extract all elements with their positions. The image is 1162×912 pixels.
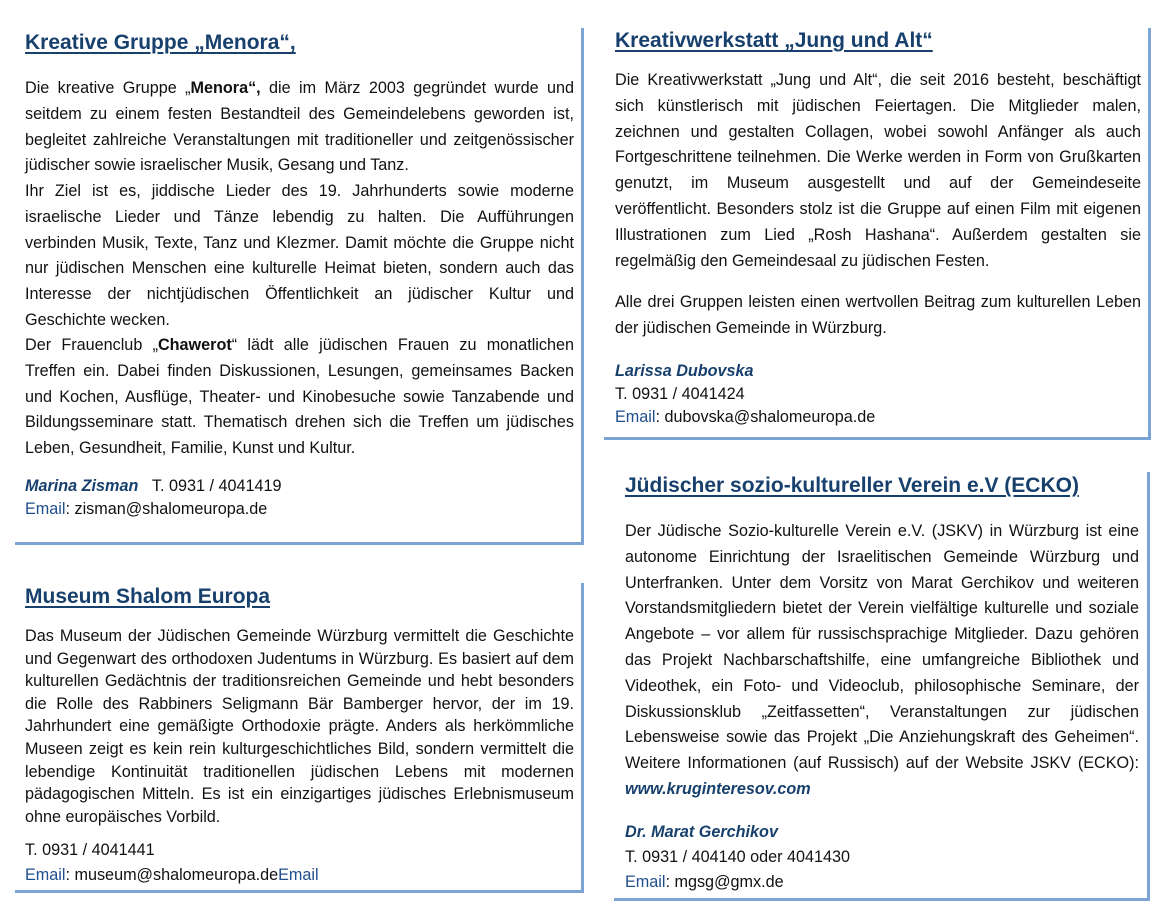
ecko-title: Jüdischer sozio-kultureller Verein e.V (ECKO)	[625, 474, 1079, 497]
werkstatt-email-line	[615, 406, 875, 429]
contact-name: Dr. Marat Gerchikov	[625, 823, 778, 841]
ecko-paragraph-text: Der Jüdische Sozio-kulturelle Verein e.V. (JSKV) in Würzburg ist eine autonome Einrichtung der Israelitischen Gemeinde Würzburg und Unterfranken. Unter dem Vorsitz von Marat Gerchikov und weiteren Vorstandsmitgliedern bietet der Verein vielfältige kulturelle und soziale Angebote – vor allem für russischsprachige Mitglieder. Dazu gehören das Projekt Nachbarschaftshilfe, eine umfangreiche Bibliothek und Videothek, ein Foto- und Videoclub, philosophische Seminare, der Diskussionsklub „Zeitfassetten“, Veranstaltungen zur jüdischen Lebensweise sowie das Projekt „Die Anziehungskraft des Geheimen“. Weitere Informationen (auf Russisch) auf der Website JSKV (ECKO):	[625, 522, 1139, 773]
email-address[interactable]: : dubovska@shalomeuropa.de	[655, 408, 876, 426]
menora-p1-bold: Menora“,	[190, 79, 261, 97]
museum-title: Museum Shalom Europa	[25, 585, 271, 608]
menora-paragraph-3	[25, 333, 574, 462]
werkstatt-paragraph-1: Die Kreativwerkstatt „Jung und Alt“, die seit 2016 besteht, beschäftigt sich künstlerisch mit jüdischen Feiertagen. Die Mitglieder malen, zeichnen und gestalten Collagen, wobei sowohl Anfänger als auch Fortgeschrittene teilnehmen. Die Werke werden in Form von Grußkarten genutzt, im Museum ausgestellt und auf der Gemeindeseite veröffentlicht. Besonders stolz ist die Gruppe auf einen Film mit eigenen Illustrationen zum Lied „Rosh Hashana“. Außerdem gestalten sie regelmäßig den Gemeindesaal zu jüdischen Festen.	[615, 71, 1141, 270]
chawerot-p-start: Der Frauenclub „	[25, 336, 158, 354]
email-label: Email	[25, 500, 66, 518]
website-link[interactable]: www.kruginteresov.com	[625, 779, 811, 798]
contact-name: Larissa Dubovska	[615, 362, 754, 380]
ecko-contact	[625, 821, 850, 894]
museum-phone: T. 0931 / 4041441	[25, 841, 155, 859]
contact-phone: T. 0931 / 4041424	[615, 385, 745, 403]
box-border-right	[1147, 472, 1150, 901]
box-border-bottom	[604, 437, 1151, 440]
menora-paragraph-2: Ihr Ziel ist es, jiddische Lieder des 19. Jahrhunderts sowie moderne israelische Lieder und Tänze lebendig zu halten. Die Aufführungen verbinden Musik, Texte, Tanz und Klezmer. Damit möchte die Gruppe nicht nur jüdischen Menschen eine kulturelle Heimat bieten, sondern auch das Interesse der nichtjüdischen Öffentlichkeit an jüdischer Kultur und Geschichte wecken.	[25, 182, 574, 329]
werkstatt-title: Kreativwerkstatt „Jung und Alt“	[615, 29, 933, 52]
email-label: Email	[25, 866, 66, 884]
box-border-bottom	[15, 890, 584, 893]
email-label: Email	[625, 873, 666, 891]
chawerot-p-end: “ lädt alle jüdischen Frauen zu monatlichen Treffen ein. Dabei finden Diskussionen, Lesungen, gemeinsames Backen und Kochen, Ausflüge, Theater- und Kinobesuche sowie Tanzabende und Bildungsseminare statt. Thematisch drehen sich die Treffen um jüdisches Leben, Gesundheit, Familie, Kunst und Kultur.	[25, 336, 574, 458]
email-label-trailing: Email	[278, 866, 319, 884]
museum-paragraph: Das Museum der Jüdischen Gemeinde Würzburg vermittelt die Geschichte und Gegenwart des orthodoxen Judentums in Würzburg. Es basiert auf dem kulturellen Gedächtnis der traditionsreichen Gemeinde und hebt besonders die Rolle des Rabbiners Seligmann Bär Bamberger hervor, der im 19. Jahrhundert eine gemäßigte Orthodoxie prägte. Anders als herkömmliche Museen zeigt es kein rein kulturgeschichtliches Bild, sondern vermittelt die lebendige Kontinuität traditionellen jüdischen Lebens mit modernen pädagogischen Mitteln. Es ist ein einzigartiges jüdisches Erlebnismuseum ohne europäisches Vorbild.	[25, 627, 574, 826]
ecko-paragraph	[625, 519, 1139, 803]
menora-title: Kreative Gruppe „Menora“,	[25, 31, 296, 54]
email-label: Email	[615, 408, 656, 426]
box-border-right	[581, 28, 584, 545]
menora-p1-end: die im März 2003 gegründet wurde und seitdem zu einem festen Bestandteil des Gemeindelebens geworden ist, begleitet zahlreiche Veranstaltungen mit traditioneller und zeitgenössischer jüdischer sowie israelischer Musik, Gesang und Tanz.	[25, 79, 574, 175]
menora-paragraph-1	[25, 76, 574, 179]
museum-email-line	[25, 864, 319, 887]
museum-contact	[25, 839, 319, 887]
email-address[interactable]: : museum@shalomeuropa.de	[65, 866, 279, 884]
menora-contact	[25, 475, 281, 521]
box-border-bottom	[15, 542, 584, 545]
contact-phone: T. 0931 / 4041419	[151, 477, 282, 495]
ecko-email-line	[625, 871, 850, 894]
werkstatt-paragraph-2: Alle drei Gruppen leisten einen wertvollen Beitrag zum kulturellen Leben der jüdischen Gemeinde in Würzburg.	[615, 293, 1141, 337]
werkstatt-contact	[615, 360, 875, 429]
menora-p1-start: Die kreative Gruppe „	[25, 79, 191, 97]
email-address[interactable]: : zisman@shalomeuropa.de	[65, 500, 268, 518]
menora-email-line	[25, 498, 281, 521]
box-border-bottom	[614, 898, 1150, 901]
box-border-right	[1148, 28, 1151, 440]
box-border-right	[581, 583, 584, 893]
contact-phone: T. 0931 / 404140 oder 4041430	[625, 848, 851, 866]
contact-name: Marina Zisman	[25, 477, 139, 495]
chawerot-bold: Chawerot	[157, 336, 232, 354]
menora-contact-line	[25, 475, 281, 498]
email-address[interactable]: : mgsg@gmx.de	[665, 873, 784, 891]
